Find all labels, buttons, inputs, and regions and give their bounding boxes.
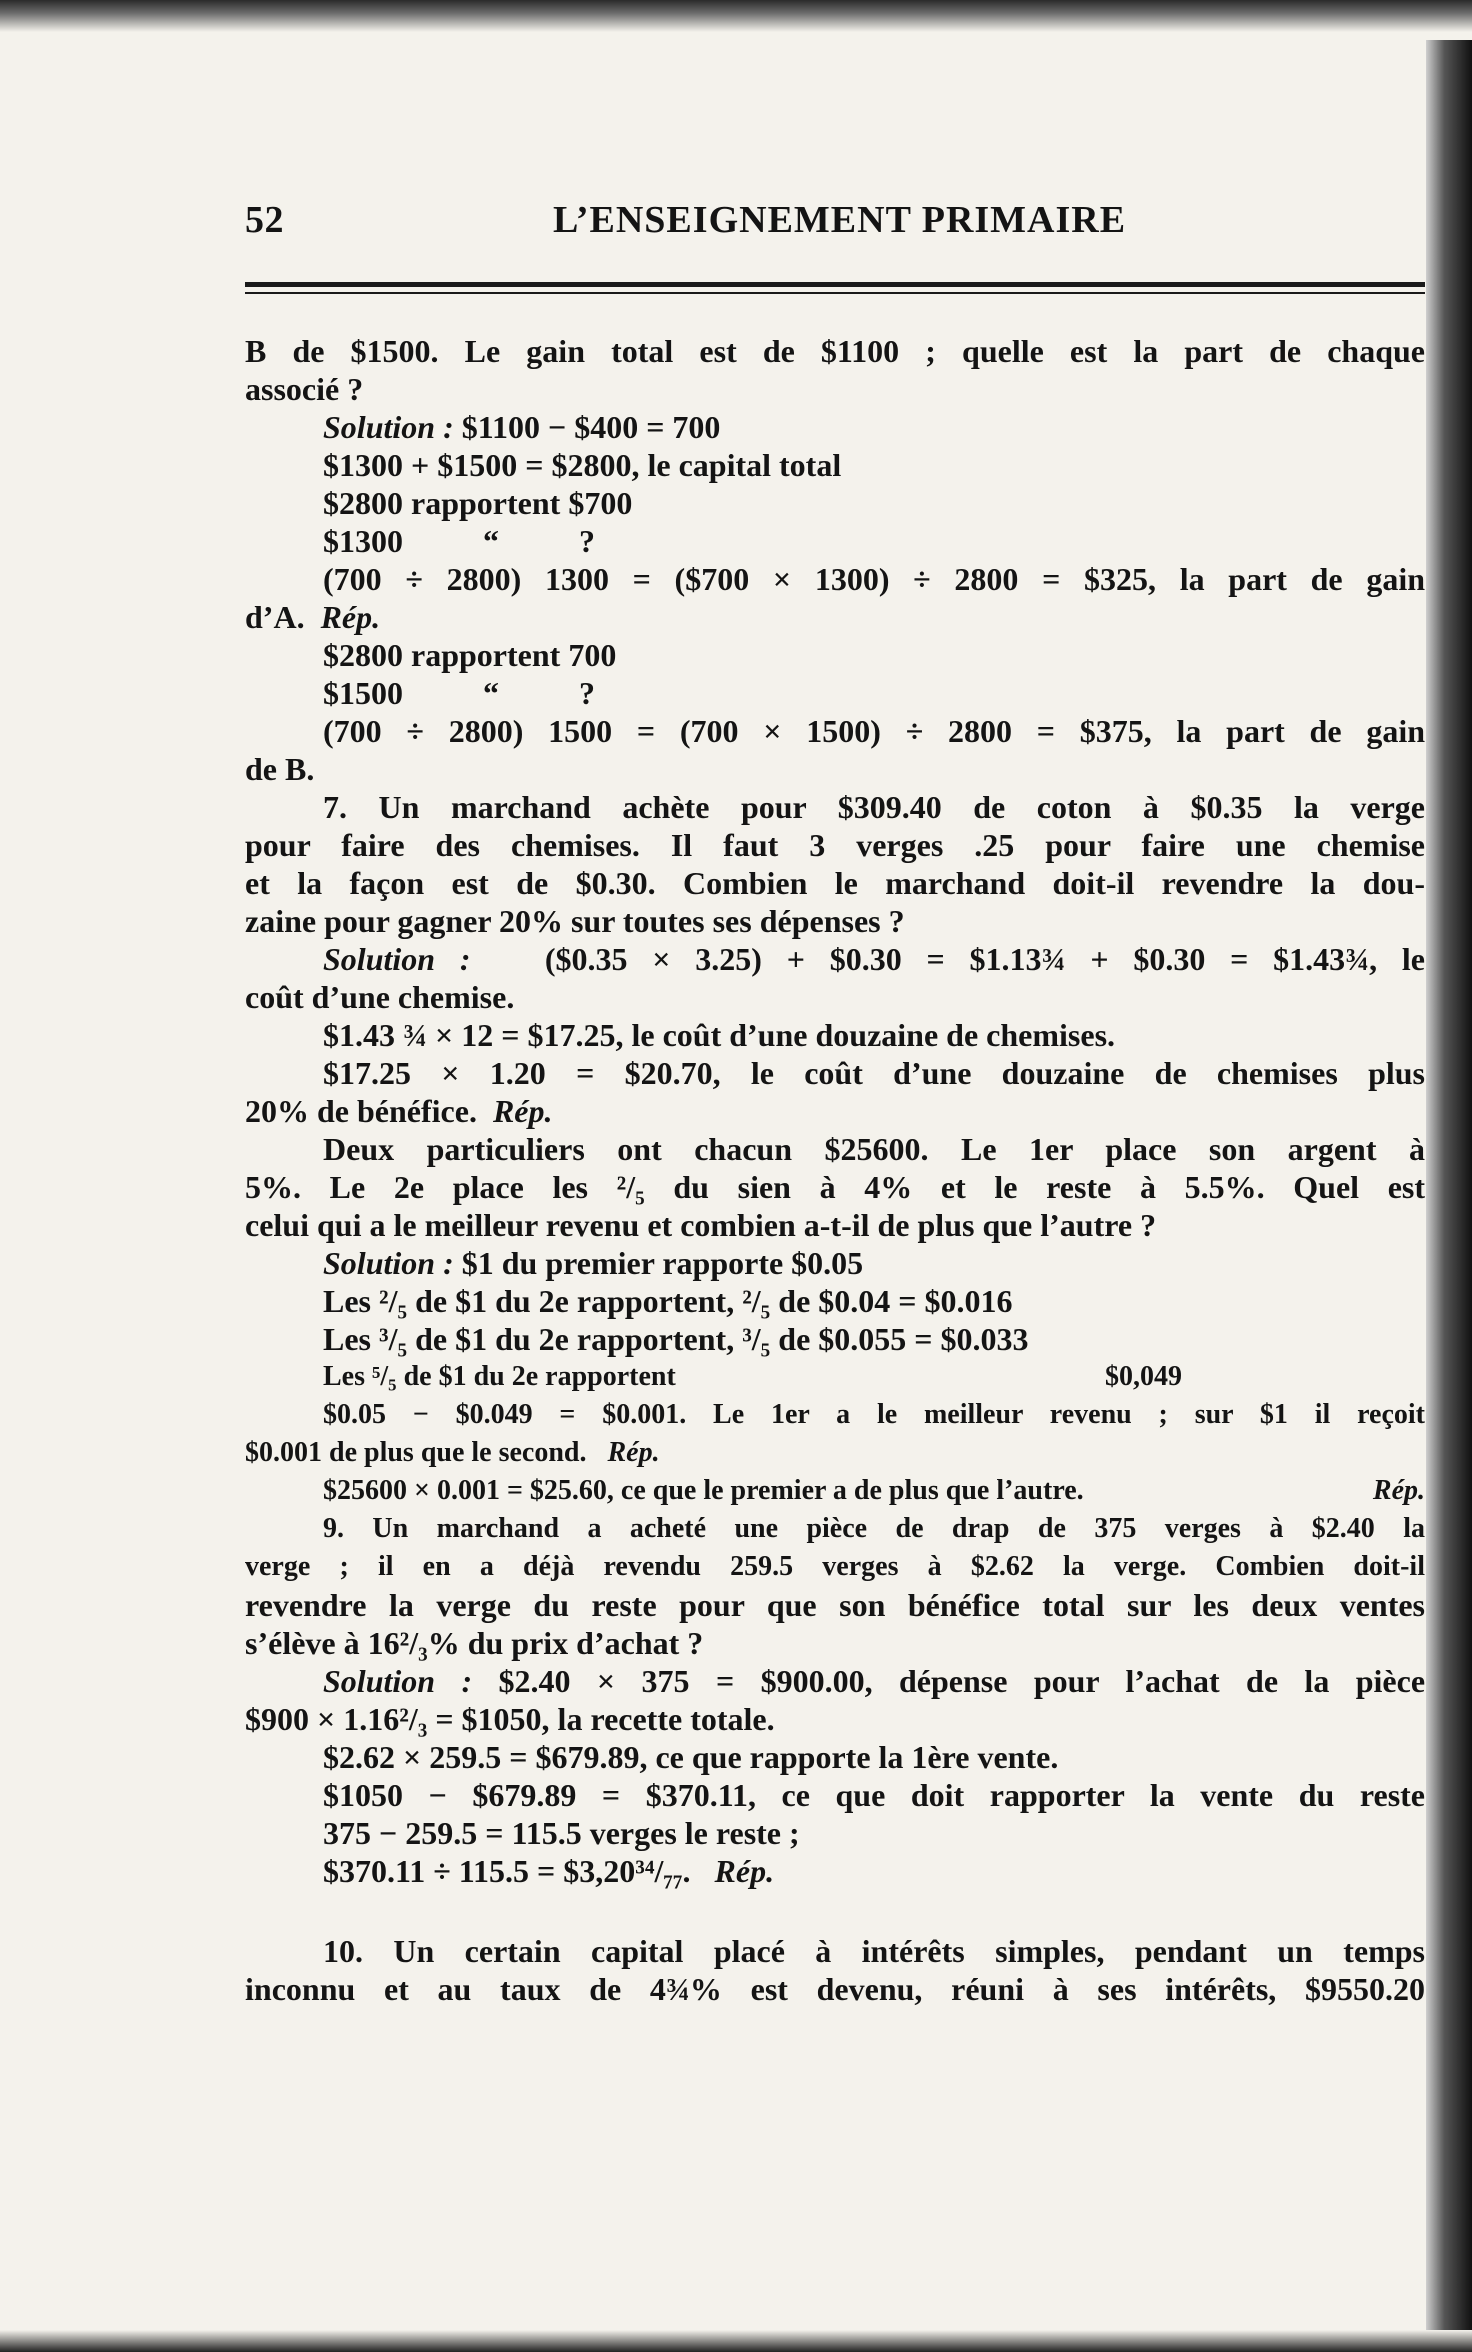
reponse-label: Rép. xyxy=(1372,1475,1425,1506)
text-line: $25600 × 0.001 = $25.60, ce que le premier a de plus que l’autre. Rép. xyxy=(245,1472,1425,1510)
text-line: zaine pour gagner 20% sur toutes ses dépenses ? xyxy=(245,903,905,939)
problem-9-start: 9. Un marchand a acheté une pièce de drap de 375 verges à $2.40 la xyxy=(323,1513,1425,1544)
text-line: et la façon est de $0.30. Combien le marchand doit-il revendre la dou- xyxy=(245,865,1425,901)
text-line: inconnu et au taux de 4¾% est devenu, réuni à ses intérêts, $9550.20 xyxy=(245,1971,1425,2007)
problem-7-start: 7. Un marchand achète pour $309.40 de coton à $0.35 la verge xyxy=(323,789,1425,825)
text-line: Les ⁵/₅ de $1 du 2e rapportent $0,049 xyxy=(245,1358,1425,1396)
reponse-label: Rép. xyxy=(607,1437,660,1468)
header-rule-thick xyxy=(245,282,1425,287)
text-line: de B. xyxy=(245,751,315,787)
text-line: $0.05 − $0.049 = $0.001. Le 1er a le meilleur revenu ; sur $1 il reçoit xyxy=(323,1399,1425,1430)
text-line: $1300 + $1500 = $2800, le capital total xyxy=(323,447,842,483)
text-line: $1300 “ ? xyxy=(323,523,595,559)
text-line: Solution : $1 du premier rapporte $0.05 xyxy=(323,1245,864,1281)
text-line: Solution : ($0.35 × 3.25) + $0.30 = $1.13¾ + $0.30 = $1.43¾, le xyxy=(323,941,1425,977)
scan-top-edge xyxy=(0,0,1472,32)
text-line: 375 − 259.5 = 115.5 verges le reste ; xyxy=(323,1815,800,1851)
text-line: d’A. Rép. xyxy=(245,599,381,635)
solution-label: Solution : xyxy=(323,941,471,977)
text-line: $370.11 ÷ 115.5 = $3,20³⁴/₇₇. Rép. xyxy=(323,1853,775,1889)
text-line: coût d’une chemise. xyxy=(245,979,515,1015)
text-line: 5%. Le 2e place les ²/₅ du sien à 4% et le reste à 5.5%. Quel est xyxy=(245,1169,1425,1205)
scan-right-edge xyxy=(1426,40,1472,2330)
text-line: associé ? xyxy=(245,371,364,407)
text-line: $2800 rapportent $700 xyxy=(323,485,633,521)
text-line: celui qui a le meilleur revenu et combien a-t-il de plus que l’autre ? xyxy=(245,1207,1157,1243)
text-line: (700 ÷ 2800) 1500 = (700 × 1500) ÷ 2800 = $375, la part de gain xyxy=(323,713,1425,749)
text-line: 20% de bénéfice. Rép. xyxy=(245,1093,553,1129)
scan-bottom-edge xyxy=(0,2330,1472,2352)
header-rule-thin xyxy=(245,292,1425,294)
reponse-label: Rép. xyxy=(714,1853,775,1889)
text-line: $2800 rapportent 700 xyxy=(323,637,617,673)
text-line: $1500 “ ? xyxy=(323,675,595,711)
reponse-label: Rép. xyxy=(492,1093,553,1129)
solution-label: Solution : xyxy=(323,1245,454,1281)
text-line: pour faire des chemises. Il faut 3 verges .25 pour faire une chemise xyxy=(245,827,1425,863)
text-line: Les ²/₅ de $1 du 2e rapportent, ²/₅ de $0.04 = $0.016 xyxy=(323,1283,1013,1319)
text-line: $1050 − $679.89 = $370.11, ce que doit rapporter la vente du reste xyxy=(323,1777,1425,1813)
problem-8-start: Deux particuliers ont chacun $25600. Le 1er place son argent à xyxy=(323,1131,1425,1167)
text-line: Solution : $1100 − $400 = 700 xyxy=(323,409,721,445)
reponse-label: Rép. xyxy=(320,599,381,635)
text-line: B de $1500. Le gain total est de $1100 ; quelle est la part de chaque xyxy=(245,333,1425,369)
text-line: Solution : $2.40 × 375 = $900.00, dépense pour l’achat de la pièce xyxy=(323,1663,1425,1699)
solution-label: Solution : xyxy=(323,1663,473,1699)
amount-value: $0,049 xyxy=(1105,1361,1182,1392)
text-line: $900 × 1.16²/₃ = $1050, la recette totale. xyxy=(245,1701,775,1737)
page-body xyxy=(245,332,1425,2008)
text-line: s’élève à 16²/₃% du prix d’achat ? xyxy=(245,1625,704,1661)
text-line: $1.43 ¾ × 12 = $17.25, le coût d’une douzaine de chemises. xyxy=(323,1017,1116,1053)
text-line: (700 ÷ 2800) 1300 = ($700 × 1300) ÷ 2800 = $325, la part de gain xyxy=(323,561,1425,597)
text-line: Les ³/₅ de $1 du 2e rapportent, ³/₅ de $0.055 = $0.033 xyxy=(323,1321,1029,1357)
text-line: verge ; il en a déjà revendu 259.5 verges à $2.62 la verge. Combien doit-il xyxy=(245,1551,1425,1582)
page-number: 52 xyxy=(245,199,284,241)
running-title: L’ENSEIGNEMENT PRIMAIRE xyxy=(553,199,1127,241)
problem-10-start: 10. Un certain capital placé à intérêts simples, pendant un temps xyxy=(323,1933,1425,1969)
text-line: $2.62 × 259.5 = $679.89, ce que rapporte la 1ère vente. xyxy=(323,1739,1059,1775)
text-line: $0.001 de plus que le second. Rép. xyxy=(245,1437,660,1468)
solution-label: Solution : xyxy=(323,409,454,445)
text-line: revendre la verge du reste pour que son bénéfice total sur les deux ventes xyxy=(245,1587,1425,1623)
page-header xyxy=(245,198,1425,248)
text-line: $17.25 × 1.20 = $20.70, le coût d’une douzaine de chemises plus xyxy=(323,1055,1425,1091)
